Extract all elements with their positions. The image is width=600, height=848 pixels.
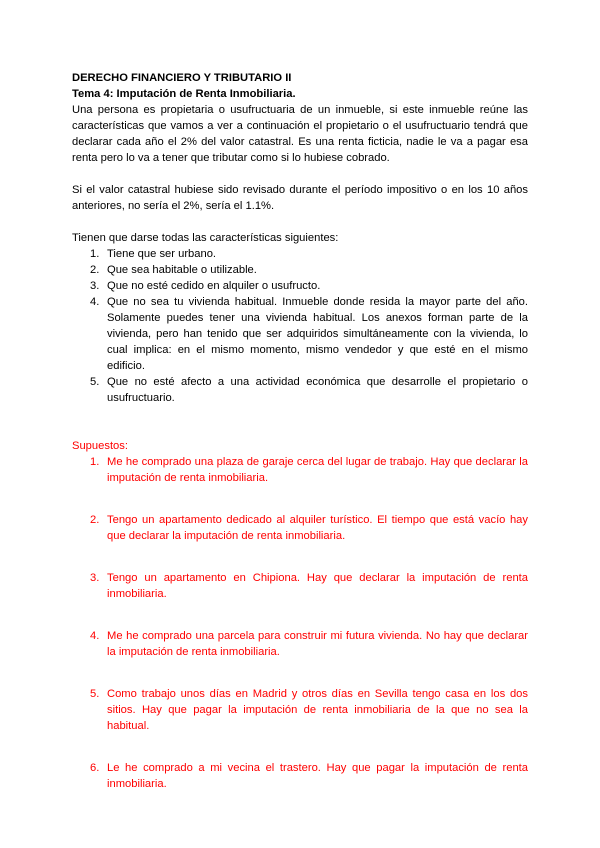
list-number: 2.: [90, 264, 100, 276]
list-item-text: Le he comprado a mi vecina el trastero. Hay que pagar la imputación de renta inmobiliaria.: [107, 762, 528, 790]
list-item-text: Tengo un apartamento en Chipiona. Hay que declarar la imputación de renta inmobiliaria.: [107, 572, 528, 600]
document-content: [72, 70, 528, 818]
requirements-intro: Tienen que darse todas las características siguientes:: [72, 232, 339, 244]
list-item: [72, 686, 528, 734]
list-item-text: Que sea habitable o utilizable.: [107, 264, 257, 276]
intro-paragraph: Una persona es propietaria o usufructuaria de un inmueble, si este inmueble reúne las características que vamos a ver a continuación el propietario o el usufructuario tendrá que declarar cada año el 2% del valor catastral. Es una renta ficticia, nadie le va a pagar esa renta pero lo va a tener que tributar como si lo hubiese cobrado.: [72, 104, 528, 164]
list-number: 5.: [90, 688, 100, 700]
list-item-text: Que no esté afecto a una actividad económica que desarrolle el propietario o usufructuario.: [107, 376, 528, 404]
list-item-text: Me he comprado una parcela para construir mi futura vivienda. No hay que declarar la imputación de renta inmobiliaria.: [107, 630, 528, 658]
list-item: [72, 512, 528, 544]
cadastral-revision-paragraph: Si el valor catastral hubiese sido revisado durante el período impositivo o en los 10 años anteriores, no sería el 2%, sería el 1.1%.: [72, 184, 528, 212]
list-item: [72, 246, 528, 262]
topic-subtitle: Tema 4: Imputación de Renta Inmobiliaria.: [72, 88, 296, 100]
list-item: [72, 570, 528, 602]
list-item-text: Tengo un apartamento dedicado al alquiler turístico. El tiempo que está vacío hay que declarar la imputación de renta inmobiliaria.: [107, 514, 528, 542]
list-number: 3.: [90, 280, 100, 292]
list-number: 5.: [90, 376, 100, 388]
list-item: [72, 628, 528, 660]
list-item: [72, 454, 528, 486]
list-item: [72, 262, 528, 278]
list-item-text: Como trabajo unos días en Madrid y otros días en Sevilla tengo casa en los dos sitios. Hay que pagar la imputación de renta inmobiliaria de la que no sea la habitual.: [107, 688, 528, 732]
document-title: DERECHO FINANCIERO Y TRIBUTARIO II: [72, 72, 292, 84]
list-number: 3.: [90, 572, 100, 584]
cases-heading: Supuestos:: [72, 440, 128, 452]
list-number: 1.: [90, 456, 100, 468]
list-item: [72, 278, 528, 294]
list-item-text: Me he comprado una plaza de garaje cerca del lugar de trabajo. Hay que declarar la imputación de renta inmobiliaria.: [107, 456, 528, 484]
list-item: [72, 374, 528, 406]
list-item-text: Tiene que ser urbano.: [107, 248, 217, 260]
list-item-text: Que no esté cedido en alquiler o usufructo.: [107, 280, 321, 292]
list-number: 1.: [90, 248, 100, 260]
cases-list: [72, 454, 528, 792]
requirements-list: [72, 246, 528, 406]
list-item-text: Que no sea tu vivienda habitual. Inmueble donde resida la mayor parte del año. Solamente puedes tener una vivienda habitual. Los anexos forman parte de la vivienda, pero han tenido que ser adquiridos simultáneamente con la vivienda, lo cual implica: en el mismo momento, mismo vendedor y que esté en el mismo edificio.: [107, 296, 528, 372]
list-number: 2.: [90, 514, 100, 526]
list-number: 6.: [90, 762, 100, 774]
list-number: 4.: [90, 296, 100, 308]
list-item: [72, 760, 528, 792]
list-item: [72, 294, 528, 374]
list-number: 4.: [90, 630, 100, 642]
